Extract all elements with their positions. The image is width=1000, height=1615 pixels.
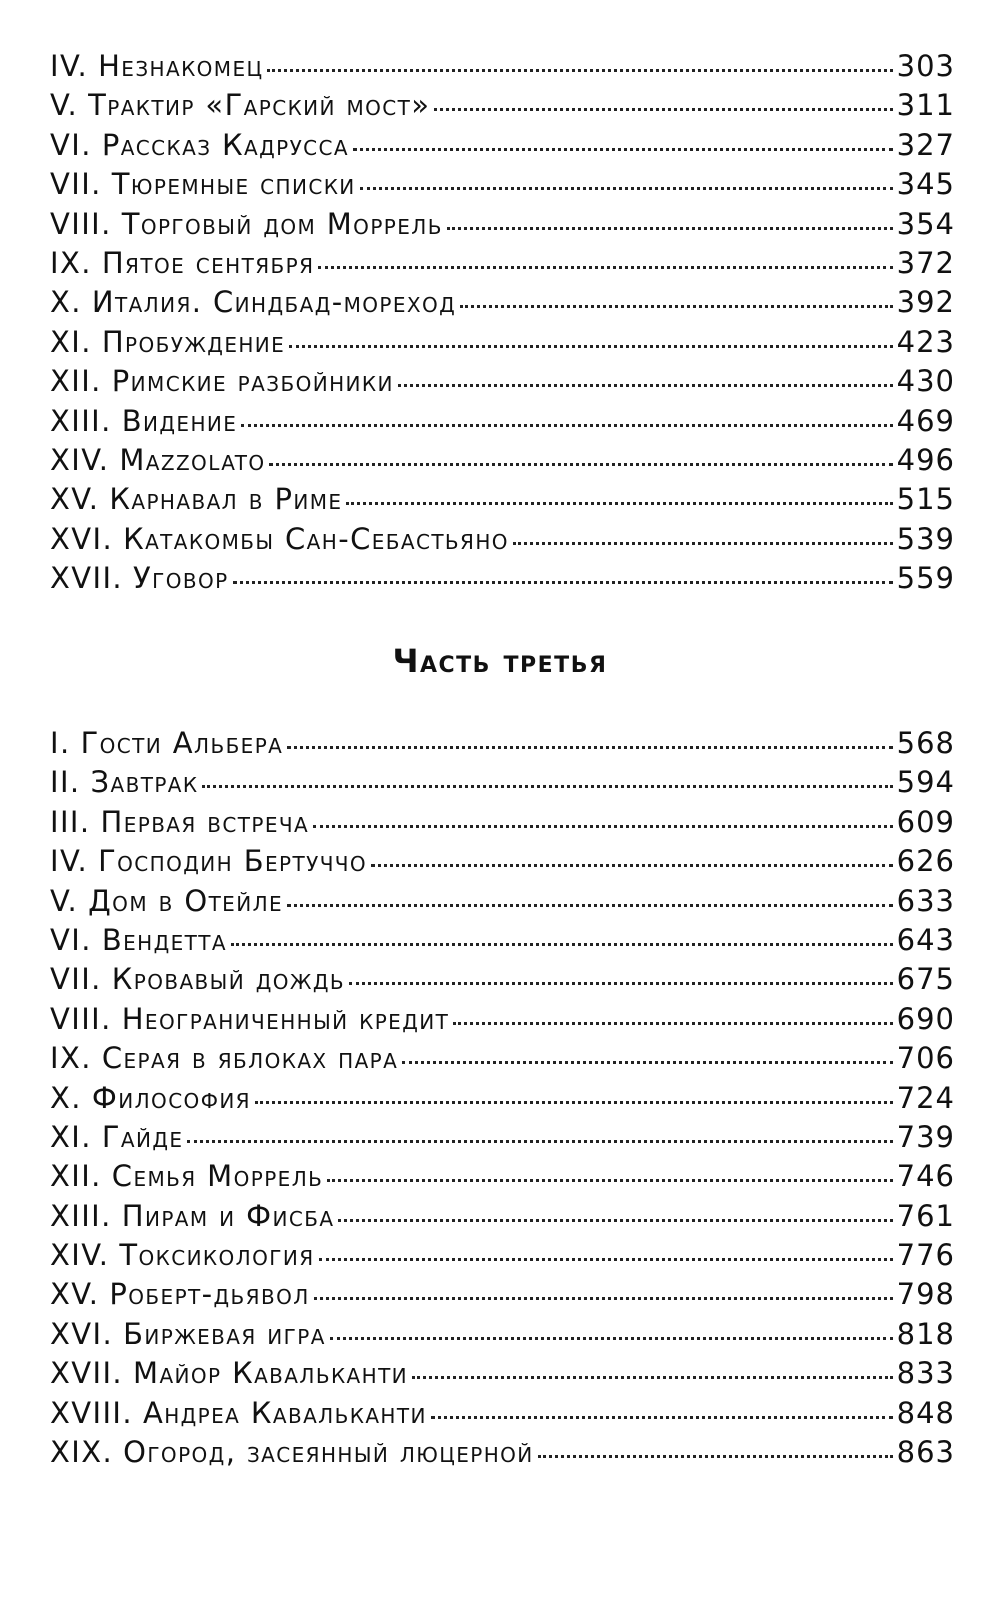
toc-entry [50, 364, 955, 403]
chapter-number: IX. [50, 1041, 92, 1076]
chapter-title: Майор Кавальканти [133, 1356, 409, 1391]
page-number: 423 [896, 324, 955, 359]
toc-entry [50, 1002, 955, 1041]
chapter-title: Незнакомец [98, 49, 264, 83]
page-number: 863 [896, 1435, 955, 1470]
dot-leader [398, 384, 893, 387]
page-number: 327 [896, 127, 955, 162]
page-number: 496 [896, 442, 955, 477]
page-number: 746 [896, 1159, 955, 1194]
page-number: 469 [896, 403, 955, 438]
dot-leader [447, 227, 893, 230]
toc-entry [50, 207, 955, 246]
toc-entry [50, 1120, 955, 1159]
page-number: 594 [896, 765, 955, 800]
dot-leader [434, 108, 892, 111]
dot-leader [346, 502, 892, 505]
chapter-number: V. [50, 88, 79, 123]
page-number: 818 [896, 1316, 955, 1351]
page-number: 633 [896, 883, 955, 918]
dot-leader [187, 1140, 892, 1143]
dot-leader [330, 1337, 893, 1340]
page-number: 515 [896, 482, 955, 517]
chapter-number: XIII. [50, 403, 112, 438]
chapter-title: Биржевая игра [123, 1316, 326, 1351]
page-number: 761 [896, 1198, 955, 1233]
dot-leader [287, 904, 893, 907]
dot-leader [402, 1061, 892, 1064]
toc-entry [50, 167, 955, 206]
dot-leader [431, 1416, 893, 1419]
chapter-number: XVII. [50, 561, 124, 596]
chapter-number: VIII. [50, 206, 112, 241]
dot-leader [267, 69, 892, 72]
toc-entry [50, 1356, 955, 1395]
chapter-number: VI. [50, 127, 92, 162]
toc-entry [50, 1159, 955, 1198]
chapter-number: VII. [50, 962, 102, 997]
chapter-title: Семья Моррель [111, 1159, 324, 1194]
chapter-number: XI. [50, 1119, 92, 1154]
toc-entry [50, 1081, 955, 1120]
toc-entry [50, 49, 955, 88]
chapter-number: V. [50, 883, 79, 918]
chapter-title: Катакомбы Сан-Себастьяно [123, 521, 509, 556]
chapter-title: Андреа Кавальканти [142, 1395, 427, 1430]
dot-leader [360, 187, 893, 190]
dot-leader [338, 1219, 892, 1222]
chapter-number: XIV. [50, 1238, 110, 1273]
toc-entry [50, 962, 955, 1001]
chapter-title: Первая встреча [100, 804, 310, 839]
toc-entry [50, 1199, 955, 1238]
chapter-title: Пятое сентября [101, 245, 315, 280]
page-number: 354 [896, 206, 955, 241]
chapter-title: Дом в Отейле [88, 883, 284, 918]
dot-leader [202, 785, 892, 788]
chapter-number: XV. [50, 1277, 100, 1312]
toc-entry [50, 561, 955, 600]
page-number: 372 [896, 245, 955, 280]
page-number: 798 [896, 1277, 955, 1312]
chapter-number: XIX. [50, 1435, 114, 1470]
chapter-number: X. [50, 285, 82, 320]
chapter-title: Завтрак [90, 765, 199, 800]
page-number: 568 [896, 726, 955, 760]
chapter-number: XVII. [50, 1356, 124, 1391]
toc-entry [50, 443, 955, 482]
toc-entry [50, 726, 955, 765]
page-number: 833 [896, 1356, 955, 1391]
toc-entry [50, 805, 955, 844]
chapter-title: Токсикология [119, 1238, 315, 1273]
dot-leader [371, 864, 893, 867]
toc-entry [50, 884, 955, 923]
page-number: 706 [896, 1041, 955, 1076]
dot-leader [513, 542, 893, 545]
dot-leader [349, 982, 893, 985]
dot-leader [353, 148, 893, 151]
page-number: 303 [896, 49, 955, 83]
page-number: 430 [896, 364, 955, 399]
page-number: 675 [896, 962, 955, 997]
chapter-title: Господин Бертуччо [98, 844, 368, 879]
chapter-number: XIII. [50, 1198, 112, 1233]
toc-entry [50, 246, 955, 285]
toc-entry [50, 923, 955, 962]
chapter-title: Гайде [101, 1119, 184, 1154]
page-number: 345 [896, 167, 955, 202]
dot-leader [327, 1179, 892, 1182]
chapter-number: XVI. [50, 1316, 114, 1351]
chapter-number: VI. [50, 922, 92, 957]
dot-leader [412, 1376, 893, 1379]
page-number: 392 [896, 285, 955, 320]
dot-leader [269, 463, 892, 466]
chapter-number: III. [50, 804, 91, 839]
chapter-title: Философия [91, 1080, 251, 1115]
toc-entry [50, 325, 955, 364]
dot-leader [313, 825, 893, 828]
page-number: 776 [896, 1238, 955, 1273]
dot-leader [231, 943, 893, 946]
toc-entry [50, 482, 955, 521]
chapter-number: XI. [50, 324, 92, 359]
page-number: 739 [896, 1119, 955, 1154]
chapter-title: Карнавал в Риме [109, 482, 343, 517]
chapter-title: Кровавый дождь [111, 962, 345, 997]
chapter-number: VIII. [50, 1001, 112, 1036]
page-number: 626 [896, 844, 955, 879]
chapter-number: XVI. [50, 521, 114, 556]
toc-entry [50, 1238, 955, 1277]
chapter-number: XV. [50, 482, 100, 517]
chapter-number: X. [50, 1080, 82, 1115]
toc-entry [50, 1396, 955, 1435]
chapter-number: XVIII. [50, 1395, 133, 1430]
toc-entry [50, 1041, 955, 1080]
chapter-number: II. [50, 765, 81, 800]
dot-leader [318, 266, 892, 269]
dot-leader [287, 746, 892, 749]
dot-leader [453, 1022, 892, 1025]
chapter-title: Торговый дом Моррель [121, 206, 443, 241]
toc-entry [50, 88, 955, 127]
chapter-title: Пирам и Фисба [121, 1198, 335, 1233]
toc-entry [50, 404, 955, 443]
chapter-title: Огород, засеянный люцерной [123, 1435, 534, 1470]
chapter-title: Тюремные списки [111, 167, 356, 202]
chapter-title: Италия. Синдбад-мореход [91, 285, 457, 320]
chapter-title: Римские разбойники [111, 364, 394, 399]
dot-leader [289, 345, 892, 348]
chapter-title: Роберт-дьявол [109, 1277, 310, 1312]
toc-list-part-three [50, 726, 955, 1474]
chapter-title: Mazzolato [119, 442, 266, 477]
dot-leader [241, 424, 892, 427]
chapter-number: IV. [50, 49, 89, 83]
dot-leader [255, 1101, 893, 1104]
chapter-title: Рассказ Кадрусса [101, 127, 349, 162]
chapter-title: Вендетта [101, 922, 227, 957]
dot-leader [233, 581, 893, 584]
chapter-title: Уговор [133, 561, 229, 596]
toc-list-part-two-continued [50, 49, 955, 600]
page-number: 848 [896, 1395, 955, 1430]
dot-leader [319, 1258, 893, 1261]
page-number: 539 [896, 521, 955, 556]
chapter-number: IV. [50, 844, 89, 879]
page-number: 609 [896, 804, 955, 839]
chapter-title: Видение [121, 403, 238, 438]
dot-leader [460, 305, 892, 308]
page-number: 724 [896, 1080, 955, 1115]
chapter-title: Пробуждение [101, 324, 286, 359]
page-number: 559 [896, 561, 955, 596]
chapter-number: I. [50, 726, 71, 760]
dot-leader [314, 1297, 893, 1300]
chapter-title: Серая в яблоках пара [101, 1041, 399, 1076]
toc-entry [50, 1317, 955, 1356]
page-number: 690 [896, 1001, 955, 1036]
chapter-number: IX. [50, 245, 92, 280]
chapter-number: XIV. [50, 442, 110, 477]
toc-entry [50, 1435, 955, 1474]
chapter-number: VII. [50, 167, 102, 202]
toc-entry [50, 128, 955, 167]
page-number: 311 [896, 88, 955, 123]
toc-entry [50, 844, 955, 883]
toc-entry [50, 765, 955, 804]
chapter-number: XII. [50, 364, 102, 399]
toc-entry [50, 285, 955, 324]
part-heading: Часть третья [392, 642, 608, 680]
page-number: 643 [896, 922, 955, 957]
chapter-title: Трактир «Гарский мост» [88, 88, 431, 123]
chapter-title: Неограниченный кредит [121, 1001, 450, 1036]
chapter-number: XII. [50, 1159, 102, 1194]
dot-leader [538, 1455, 893, 1458]
toc-entry [50, 522, 955, 561]
chapter-title: Гости Альбера [80, 726, 284, 760]
toc-entry [50, 1277, 955, 1316]
